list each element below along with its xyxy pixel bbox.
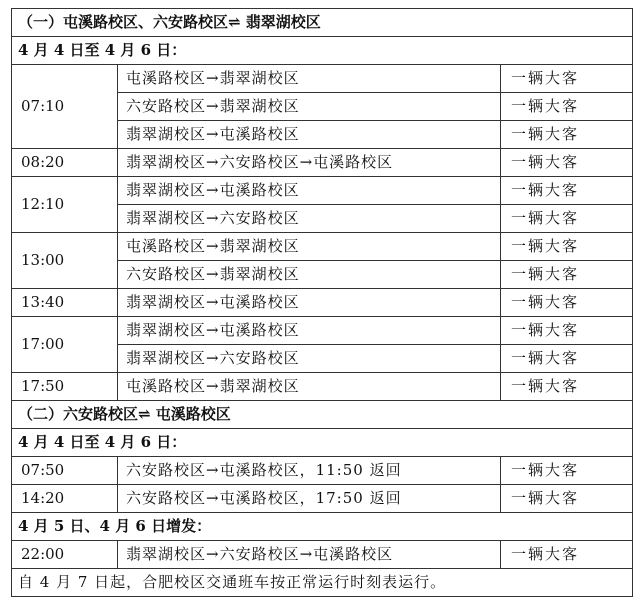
route: 翡翠湖校区→屯溪路校区 bbox=[118, 317, 501, 345]
vehicle: 一辆大客 bbox=[501, 373, 633, 401]
section-title-row bbox=[12, 401, 633, 429]
table-row bbox=[12, 317, 633, 345]
table-row bbox=[12, 485, 633, 513]
route: 六安路校区→翡翠湖校区 bbox=[118, 261, 501, 289]
vehicle: 一辆大客 bbox=[501, 261, 633, 289]
section-title-row bbox=[12, 9, 633, 37]
departure-time: 13:40 bbox=[12, 289, 118, 317]
route: 屯溪路校区→翡翠湖校区 bbox=[118, 65, 501, 93]
vehicle: 一辆大客 bbox=[501, 233, 633, 261]
route: 屯溪路校区→翡翠湖校区 bbox=[118, 373, 501, 401]
date-range: 4 月 4 日至 4 月 6 日： bbox=[12, 429, 633, 457]
table-row bbox=[12, 65, 633, 93]
table-row bbox=[12, 149, 633, 177]
vehicle: 一辆大客 bbox=[501, 345, 633, 373]
departure-time: 12:10 bbox=[12, 177, 118, 233]
departure-time: 14:20 bbox=[12, 485, 118, 513]
date-range-row bbox=[12, 37, 633, 65]
route: 翡翠湖校区→六安路校区→屯溪路校区 bbox=[118, 149, 501, 177]
departure-time: 17:50 bbox=[12, 373, 118, 401]
route: 翡翠湖校区→六安路校区 bbox=[118, 205, 501, 233]
shuttle-schedule-table bbox=[11, 8, 633, 597]
vehicle: 一辆大客 bbox=[501, 289, 633, 317]
route: 六安路校区→屯溪路校区，17:50 返回 bbox=[118, 485, 501, 513]
route: 翡翠湖校区→六安路校区→屯溪路校区 bbox=[118, 541, 501, 569]
table-row bbox=[12, 457, 633, 485]
departure-time: 07:50 bbox=[12, 457, 118, 485]
table-row bbox=[12, 289, 633, 317]
route: 六安路校区→屯溪路校区，11:50 返回 bbox=[118, 457, 501, 485]
table-row bbox=[12, 541, 633, 569]
table-row bbox=[12, 373, 633, 401]
vehicle: 一辆大客 bbox=[501, 457, 633, 485]
vehicle: 一辆大客 bbox=[501, 205, 633, 233]
date-range-row bbox=[12, 429, 633, 457]
vehicle: 一辆大客 bbox=[501, 317, 633, 345]
date-range: 4 月 4 日至 4 月 6 日： bbox=[12, 37, 633, 65]
section-title: （一）屯溪路校区、六安路校区⇌ 翡翠湖校区 bbox=[12, 9, 633, 37]
route: 六安路校区→翡翠湖校区 bbox=[118, 93, 501, 121]
vehicle: 一辆大客 bbox=[501, 149, 633, 177]
table-row bbox=[12, 177, 633, 205]
route: 翡翠湖校区→屯溪路校区 bbox=[118, 289, 501, 317]
vehicle: 一辆大客 bbox=[501, 541, 633, 569]
vehicle: 一辆大客 bbox=[501, 93, 633, 121]
departure-time: 13:00 bbox=[12, 233, 118, 289]
departure-time: 07:10 bbox=[12, 65, 118, 149]
route: 翡翠湖校区→六安路校区 bbox=[118, 345, 501, 373]
schedule-wrapper bbox=[11, 8, 632, 597]
departure-time: 17:00 bbox=[12, 317, 118, 373]
route: 翡翠湖校区→屯溪路校区 bbox=[118, 177, 501, 205]
footer-row bbox=[12, 569, 633, 597]
table-row bbox=[12, 233, 633, 261]
departure-time: 08:20 bbox=[12, 149, 118, 177]
date-range-row bbox=[12, 513, 633, 541]
vehicle: 一辆大客 bbox=[501, 65, 633, 93]
vehicle: 一辆大客 bbox=[501, 177, 633, 205]
departure-time: 22:00 bbox=[12, 541, 118, 569]
date-range: 4 月 5 日、4 月 6 日增发： bbox=[12, 513, 633, 541]
vehicle: 一辆大客 bbox=[501, 485, 633, 513]
route: 屯溪路校区→翡翠湖校区 bbox=[118, 233, 501, 261]
route: 翡翠湖校区→屯溪路校区 bbox=[118, 121, 501, 149]
vehicle: 一辆大客 bbox=[501, 121, 633, 149]
footer-note: 自 4 月 7 日起，合肥校区交通班车按正常运行时刻表运行。 bbox=[12, 569, 633, 597]
section-title: （二）六安路校区⇌ 屯溪路校区 bbox=[12, 401, 633, 429]
